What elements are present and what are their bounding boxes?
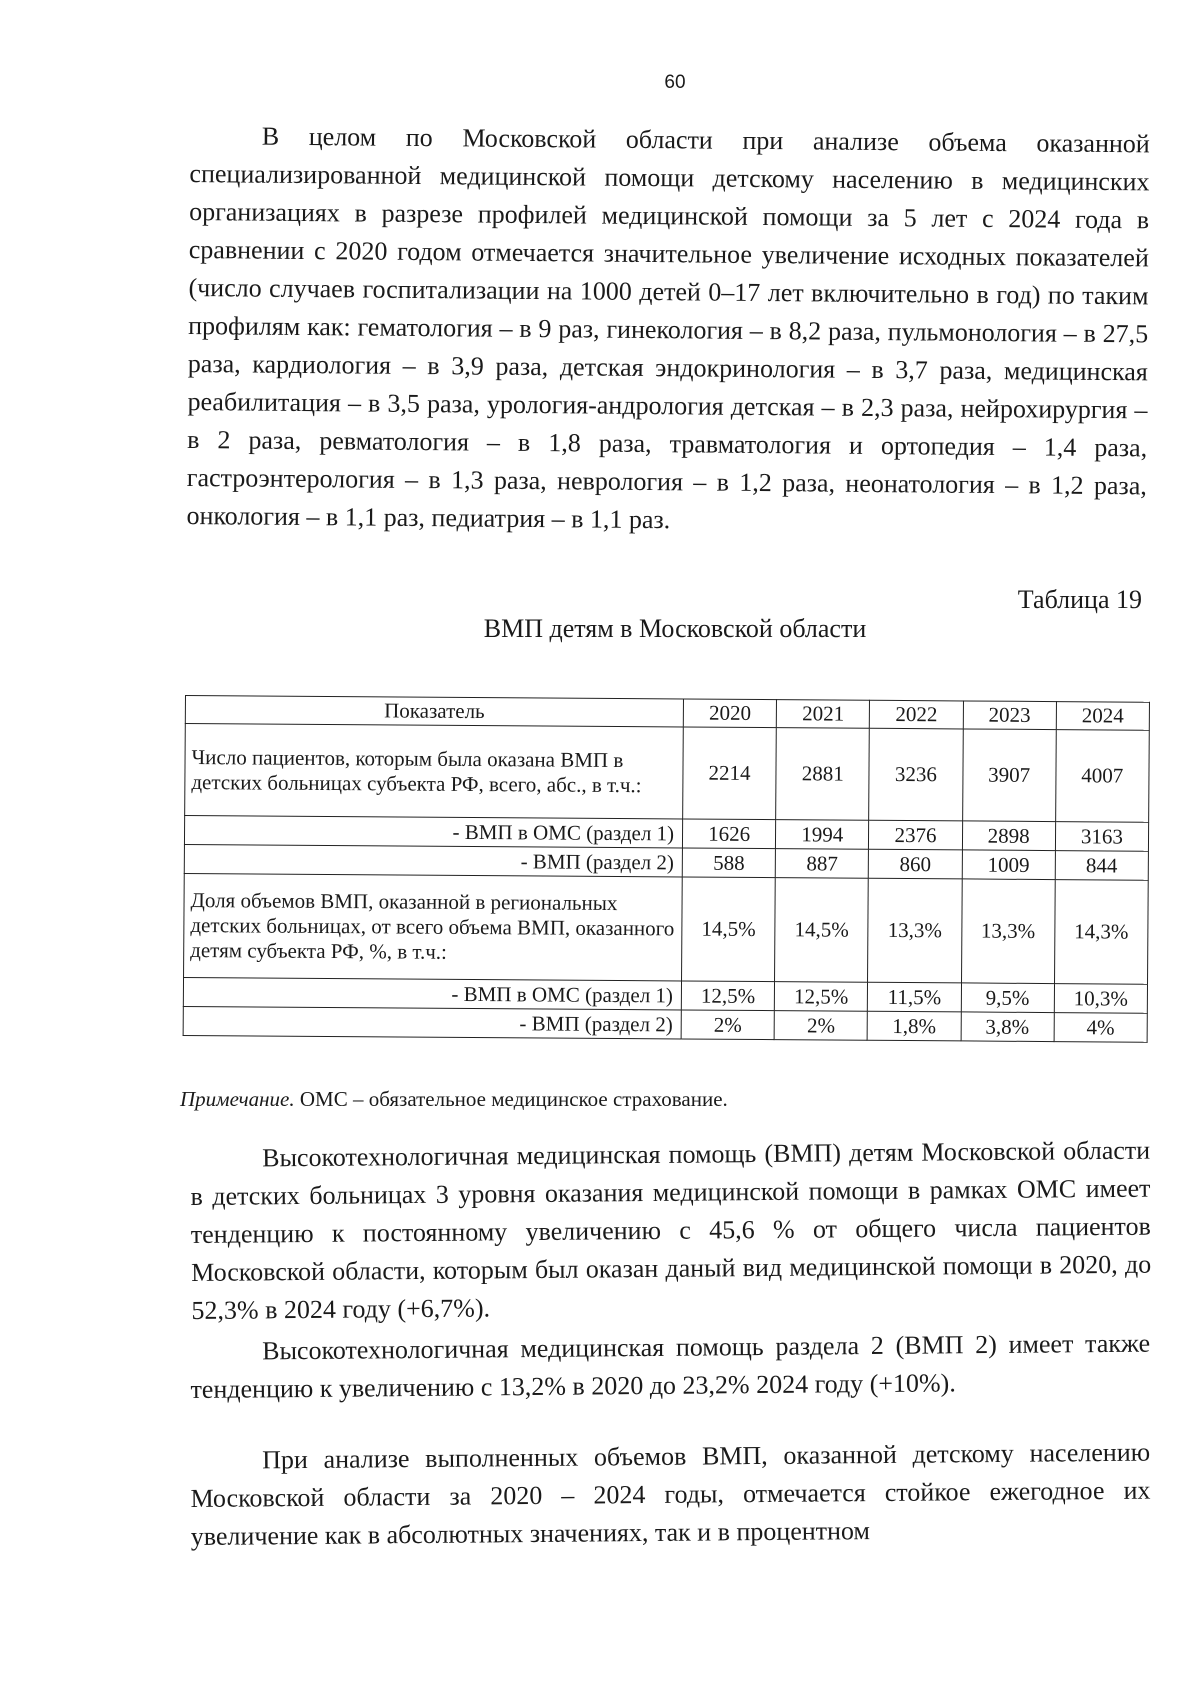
cell-value: 10,3% bbox=[1054, 984, 1147, 1014]
vmp-table bbox=[183, 695, 1150, 1043]
row-label: Доля объемов ВМП, оказанной в региональных детских больницах, от всего объема ВМП, оказанного детям субъекта РФ, %, в т.ч.: bbox=[184, 873, 683, 980]
cell-value: 14,3% bbox=[1054, 880, 1148, 985]
table-note bbox=[180, 1087, 728, 1112]
cell-value: 14,5% bbox=[775, 878, 869, 983]
header-year-2022: 2022 bbox=[870, 700, 963, 729]
row-label: Число пациентов, которым была оказана ВМП в детских больницах субъекта РФ, всего, абс., в т.ч.: bbox=[185, 724, 684, 819]
row-label: - ВМП (раздел 2) bbox=[184, 844, 682, 876]
cell-value: 2% bbox=[681, 1010, 774, 1040]
note-label: Примечание. bbox=[180, 1087, 295, 1111]
cell-value: 1009 bbox=[962, 850, 1055, 880]
cell-value: 3,8% bbox=[961, 1012, 1054, 1042]
table-row bbox=[185, 724, 1150, 823]
cell-value: 14,5% bbox=[682, 877, 776, 982]
table-title: ВМП детям в Московской области bbox=[483, 614, 867, 643]
cell-value: 860 bbox=[869, 849, 962, 879]
row-label: - ВМП (раздел 2) bbox=[183, 1006, 681, 1038]
header-year-2024: 2024 bbox=[1056, 702, 1149, 731]
header-year-2020: 2020 bbox=[683, 699, 776, 728]
header-indicator: Показатель bbox=[185, 696, 683, 727]
note-text: ОМС – обязательное медицинское страхование. bbox=[294, 1087, 728, 1111]
paragraph-4: При анализе выполненных объемов ВМП, оказанной детскому населению Московской области за 2020 – 2024 годы, отмечается стойкое ежегодное их увеличение как в абсолютных значениях, так и в процентном bbox=[190, 1437, 1151, 1551]
header-year-2023: 2023 bbox=[963, 701, 1056, 730]
cell-value: 4% bbox=[1054, 1013, 1147, 1043]
table-container bbox=[183, 695, 1150, 1043]
paragraph-1: В целом по Московской области при анализе объема оказанной специализированной медицинской помощи детскому населению в медицинских организациях в разрезе профилей медицинской помощи за 5 лет с 2024 года в сравнении с 2020 годом отмечается значительное увеличение исходных показателей (число случаев госпитализации на 1000 детей 0–17 лет включительно в год) по таким профилям как: гематология – в 9 раз, гинекология – в 8,2 раза, пульмонология – в 27,5 раза, кардиология – в 3,9 раза, детская эндокринология – в 3,7 раза, медицинская реабилитация – в 3,5 раза, урология-андрология детская – в 2,3 раза, нейрохирургия – в 2 раза, ревматология – в 1,8 раза, травматология и ортопедия – 1,4 раза, гастроэнтерология – в 1,3 раза, неврология – в 1,2 раза, неонатология – в 1,2 раза, онкология – в 1,1 раз, педиатрия – в 1,1 раз. bbox=[186, 121, 1150, 535]
cell-value: 844 bbox=[1055, 851, 1148, 881]
cell-value: 12,5% bbox=[681, 981, 774, 1011]
cell-value: 4007 bbox=[1055, 730, 1149, 823]
table-row bbox=[183, 1006, 1147, 1042]
row-label: - ВМП в ОМС (раздел 1) bbox=[184, 816, 682, 848]
cell-value: 11,5% bbox=[868, 982, 961, 1012]
cell-value: 3236 bbox=[869, 728, 963, 821]
header-year-2021: 2021 bbox=[777, 700, 870, 729]
table-label: Таблица 19 bbox=[1017, 585, 1142, 614]
cell-value: 12,5% bbox=[775, 982, 868, 1012]
cell-value: 1,8% bbox=[868, 1011, 961, 1041]
cell-value: 2898 bbox=[962, 821, 1055, 851]
cell-value: 2881 bbox=[776, 728, 870, 821]
cell-value: 2214 bbox=[683, 727, 777, 820]
page-number: 60 bbox=[664, 72, 686, 93]
row-label: - ВМП в ОМС (раздел 1) bbox=[183, 977, 681, 1009]
cell-value: 887 bbox=[775, 849, 868, 879]
cell-value: 3907 bbox=[962, 729, 1056, 822]
cell-value: 588 bbox=[682, 848, 775, 878]
paragraph-3: Высокотехнологичная медицинская помощь раздела 2 (ВМП 2) имеет также тенденцию к увеличению с 13,2% в 2020 до 23,2% 2024 году (+10%). bbox=[190, 1328, 1151, 1404]
cell-value: 13,3% bbox=[961, 879, 1055, 984]
cell-value: 3163 bbox=[1055, 822, 1148, 852]
cell-value: 1626 bbox=[683, 819, 776, 849]
cell-value: 13,3% bbox=[868, 878, 962, 983]
cell-value: 2376 bbox=[869, 820, 962, 850]
cell-value: 9,5% bbox=[961, 983, 1054, 1013]
cell-value: 2% bbox=[774, 1011, 867, 1041]
paragraph-2: Высокотехнологичная медицинская помощь (ВМП) детям Московской области в детских больницах 3 уровня оказания медицинской помощи в рамках ОМС имеет тенденцию к постоянному увеличению с 45,6 % от общего числа пациентов Московской области, которым был оказан даный вид медицинской помощи в 2020, до 52,3% в 2024 году (+6,7%). bbox=[190, 1135, 1152, 1325]
table-row bbox=[184, 873, 1149, 984]
cell-value: 1994 bbox=[776, 820, 869, 850]
